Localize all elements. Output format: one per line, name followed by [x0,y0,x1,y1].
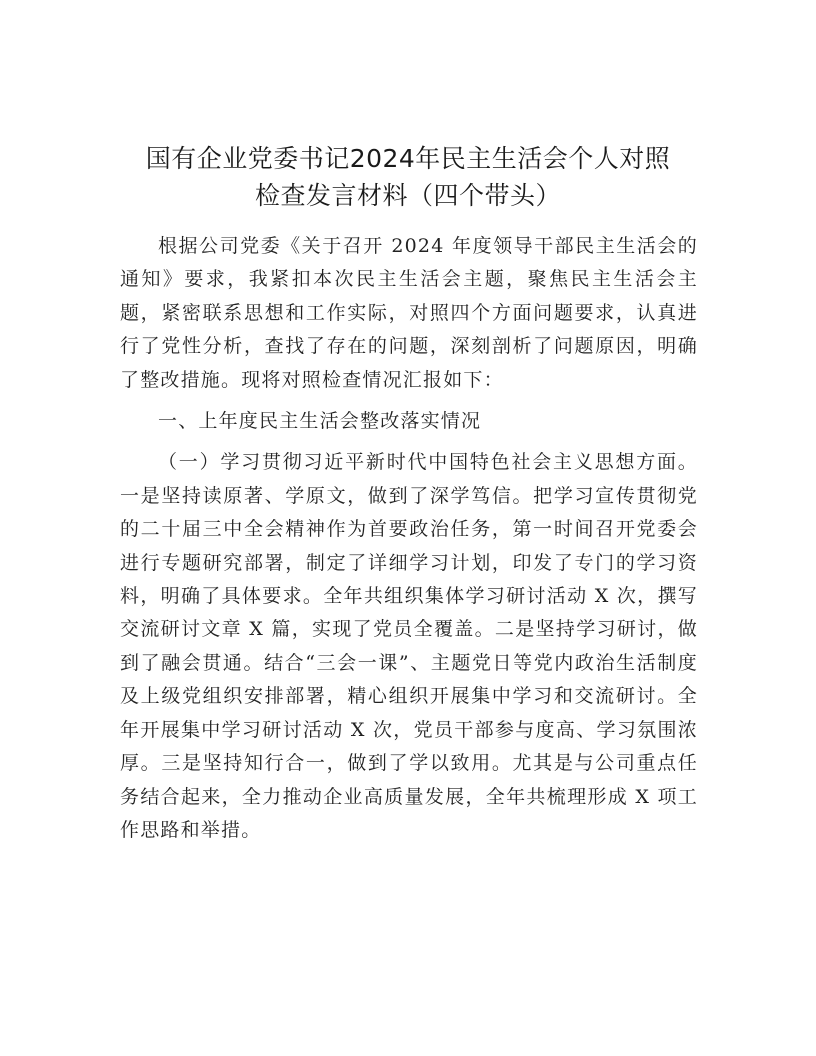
section-heading: 一、上年度民主生活会整改落实情况 [158,410,482,433]
intro-paragraph: 根据公司党委《关于召开 2024 年度领导干部民主生活会的通知》要求，我紧扣本次民主生活会主题，聚焦民主生活会主题，紧密联系思想和工作实际，对照四个方面问题要求，认真进行了党性分析，查找了存在的问题，深刻剖析了问题原因，明确了整改措施。现将对照检查情况汇报如下： [120,235,698,391]
document-body [120,230,698,850]
document-title [90,140,726,214]
title-line-1: 国有企业党委书记2024年民主生活会个人对照 [145,144,671,173]
subsection-paragraph: （一）学习贯彻习近平新时代中国特色社会主义思想方面。一是坚持读原著、学原文，做到了深学笃信。把学习宣传贯彻党的二十届三中全会精神作为首要政治任务，第一时间召开党委会进行专题研究部署，制定了详细学习计划，印发了专门的学习资料，明确了具体要求。全年共组织集体学习研讨活动 X 次，撰写交流研讨文章 X 篇，实现了党员全覆盖。二是坚持学习研讨，做到了融会贯通。结合“三会一课”、主题党日等党内政治生活制度及上级党组织安排部署，精心组织开展集中学习和交流研讨。全年开展集中学习研讨活动 X 次，党员干部参与度高、学习氛围浓厚。三是坚持知行合一，做到了学以致用。尤其是与公司重点任务结合起来，全力推动企业高质量发展，全年共梳理形成 X 项工作思路和举措。 [120,451,698,841]
title-line-2: 检查发言材料（四个带头） [254,181,561,210]
